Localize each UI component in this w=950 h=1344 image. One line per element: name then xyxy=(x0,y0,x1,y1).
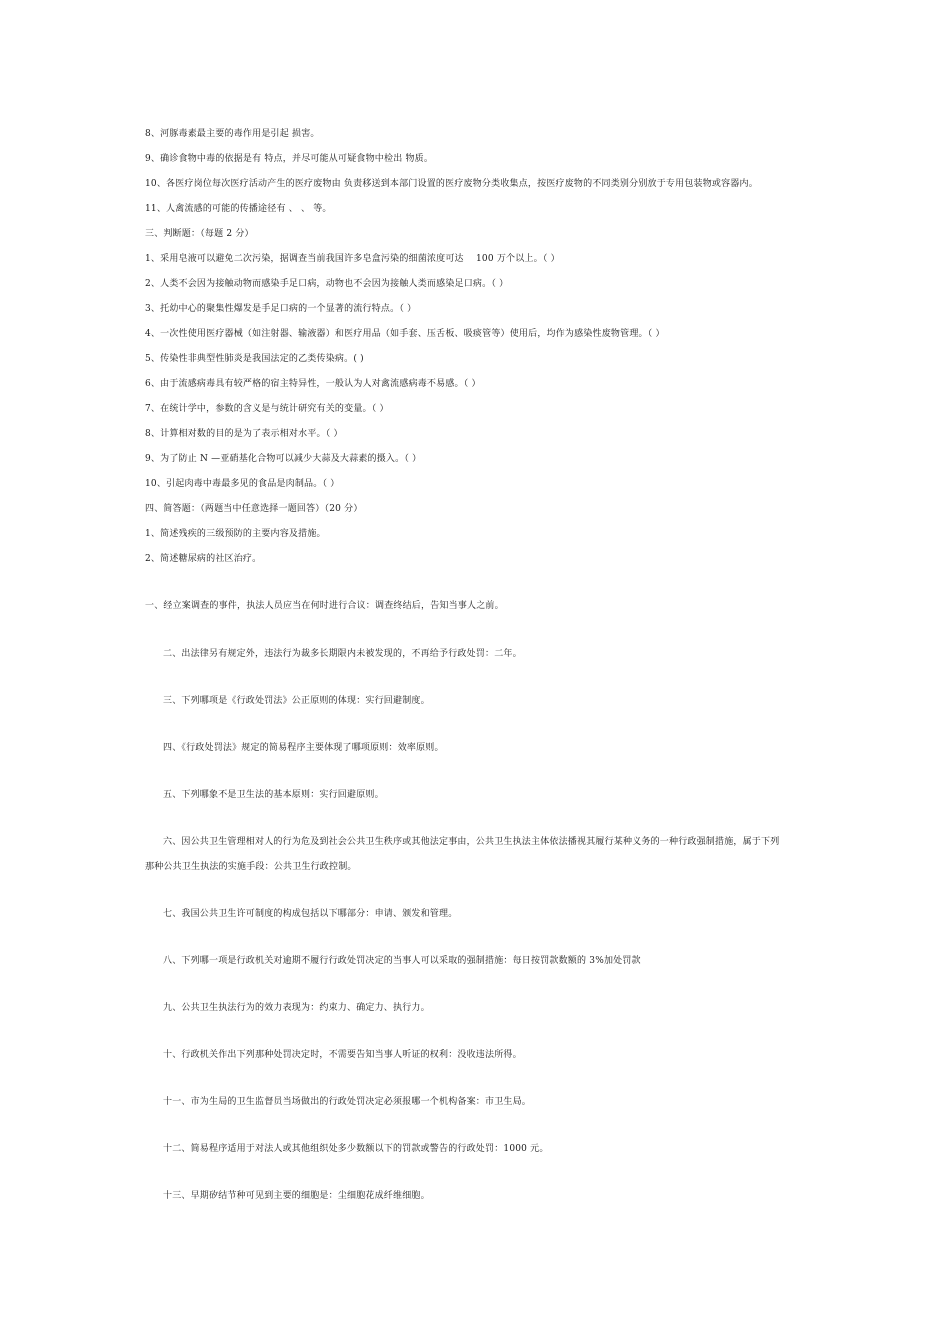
qa-item-12: 十二、简易程序适用于对法人或其他组织处多少数额以下的罚款或警告的行政处罚：1000 元。 xyxy=(163,1144,549,1154)
tf-item-2: 2、人类不会因为接触动物而感染手足口病，动物也不会因为接触人类而感染足口病。（ ） xyxy=(145,279,509,289)
tf-item-7: 7、在统计学中，参数的含义是与统计研究有关的变量。（ ） xyxy=(145,404,389,414)
short-answer-item-2: 2、简述糖尿病的社区治疗。 xyxy=(145,554,262,564)
fill-item-10: 10、各医疗岗位每次医疗活动产生的医疗废物由 负责移送到本部门设置的医疗废物分类收集点，按医疗废物的不同类别分别放于专用包装物或容器内。 xyxy=(145,179,758,189)
qa-item-9: 九、公共卫生执法行为的效力表现为：约束力、确定力、执行力。 xyxy=(163,1003,430,1013)
tf-item-9: 9、为了防止 N —亚硝基化合物可以减少大蒜及大蒜素的摄入。（ ） xyxy=(145,454,422,464)
fill-item-11: 11、人禽流感的可能的传播途径有 、 、 等。 xyxy=(145,204,332,214)
qa-item-6-line-1: 六、因公共卫生管理相对人的行为危及到社会公共卫生秩序或其他法定事由，公共卫生执法主体依法播视其履行某种义务的一种行政强制措施，属于下列 xyxy=(163,837,780,847)
qa-item-3: 三、下列哪项是《行政处罚法》公正原则的体现：实行回避制度。 xyxy=(163,696,430,706)
qa-item-4: 四、《行政处罚法》规定的简易程序主要体现了哪项原则：效率原则。 xyxy=(163,743,444,753)
section-heading-true-false: 三、判断题：（每题 2 分） xyxy=(145,229,254,239)
tf-item-4: 4、一次性使用医疗器械（如注射器、输液器）和医疗用品（如手套、压舌板、吸痰管等）使用后，均作为感染性废物管理。（ ） xyxy=(145,329,665,339)
tf-item-6: 6、由于流感病毒具有较严格的宿主特异性，一般认为人对禽流感病毒不易感。（ ） xyxy=(145,379,481,389)
qa-item-5: 五、下列哪象不是卫生法的基本原则：实行回避原则。 xyxy=(163,790,384,800)
tf-item-10: 10、引起肉毒中毒最多见的食品是肉制品。（ ） xyxy=(145,479,340,489)
short-answer-item-1: 1、简述残疾的三级预防的主要内容及措施。 xyxy=(145,529,326,539)
tf-item-8: 8、计算相对数的目的是为了表示相对水平。（ ） xyxy=(145,429,343,439)
qa-item-11: 十一、市为生局的卫生监督员当场做出的行政处罚决定必须报哪一个机构备案：市卫生局。 xyxy=(163,1097,532,1107)
qa-item-8: 八、下列哪一项是行政机关对逾期不履行行政处罚决定的当事人可以采取的强制措施：每日按罚款数额的 3%加处罚款 xyxy=(163,956,641,966)
section-heading-short-answer: 四、简答题：（两题当中任意选择一题回答）（20 分） xyxy=(145,504,363,514)
qa-item-1: 一、经立案调查的事件，执法人员应当在何时进行合议：调查终结后，告知当事人之前。 xyxy=(145,601,504,611)
qa-item-13: 十三、早期矽结节种可见到主要的细胞是：尘细胞花成纤维细胞。 xyxy=(163,1191,430,1201)
qa-item-10: 十、行政机关作出下列那种处罚决定时，不需要告知当事人听证的权利：没收违法所得。 xyxy=(163,1050,522,1060)
tf-item-3: 3、托幼中心的聚集性爆发是手足口病的一个显著的流行特点。（ ） xyxy=(145,304,417,314)
qa-item-2: 二、出法律另有规定外，违法行为裁多长期限内未被发现的，不再给予行政处罚：二年。 xyxy=(163,649,522,659)
fill-item-9: 9、确诊食物中毒的依据是有 特点，并尽可能从可疑食物中检出 物质。 xyxy=(145,154,434,164)
qa-item-6-line-2: 那种公共卫生执法的实施手段：公共卫生行政控制。 xyxy=(145,862,357,872)
fill-item-8: 8、河豚毒素最主要的毒作用是引起 损害。 xyxy=(145,129,320,139)
qa-item-7: 七、我国公共卫生许可制度的构成包括以下哪部分：申请、颁发和管理。 xyxy=(163,909,458,919)
tf-item-1: 1、采用皂液可以避免二次污染，据调查当前我国许多皂盒污染的细菌浓度可达 100 万个以上。（ ） xyxy=(145,254,560,264)
tf-item-5: 5、传染性非典型性肺炎是我国法定的乙类传染病。( ) xyxy=(145,354,364,364)
